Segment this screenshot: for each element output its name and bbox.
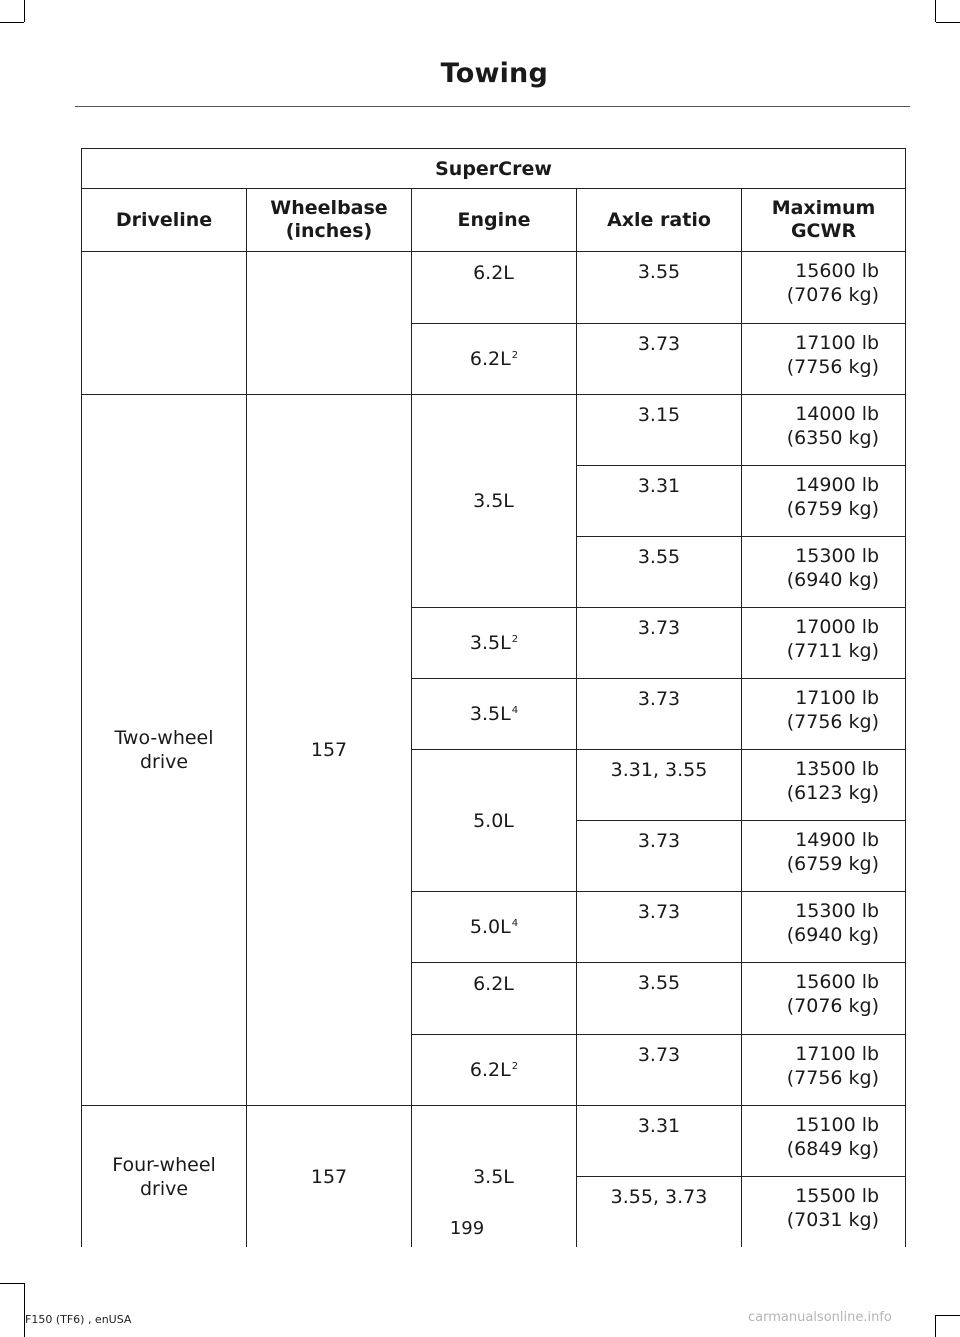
axle-ratio-cell: 3.73 <box>577 324 742 395</box>
page-number: 199 <box>449 1218 485 1239</box>
engine-cell: $3.5L^2$ <box>412 608 577 679</box>
gcwr-cell: 15600 lb (7076 kg) <box>742 963 906 1035</box>
driveline-cell: Four-wheel drive <box>82 1106 247 1248</box>
axle-ratio-cell: 3.73 <box>577 679 742 750</box>
gcwr-cell: 13500 lb (6123 kg) <box>742 750 906 821</box>
engine-cell: 3.5L <box>412 1106 577 1248</box>
table-row <box>82 1106 906 1177</box>
axle-ratio-cell: 3.73 <box>577 892 742 963</box>
crop-mark-bottom-left-v <box>24 1283 25 1337</box>
driveline-cell <box>82 252 247 395</box>
crop-mark-top-left-v <box>24 0 25 22</box>
axle-ratio-cell: 3.55 <box>577 537 742 608</box>
supercrew-gcwr-table <box>81 148 906 1247</box>
crop-mark-top-right-v <box>935 0 936 22</box>
axle-ratio-cell: 3.73 <box>577 821 742 892</box>
col-header-engine: Engine <box>412 189 577 252</box>
axle-ratio-cell: 3.73 <box>577 1035 742 1106</box>
table-row <box>82 395 906 466</box>
crop-mark-bottom-left-h <box>0 1283 24 1284</box>
gcwr-cell: 14000 lb (6350 kg) <box>742 395 906 466</box>
watermark: carmanualsonline.info <box>748 1310 892 1325</box>
gcwr-cell: 17000 lb (7711 kg) <box>742 608 906 679</box>
axle-ratio-cell: 3.31 <box>577 1106 742 1177</box>
gcwr-cell: 15600 lb (7076 kg) <box>742 252 906 324</box>
col-header-axle-ratio: Axle ratio <box>577 189 742 252</box>
gcwr-cell: 15300 lb (6940 kg) <box>742 892 906 963</box>
axle-ratio-cell: 3.15 <box>577 395 742 466</box>
header-divider <box>75 106 910 107</box>
wheelbase-cell <box>247 252 412 395</box>
axle-ratio-cell: 3.31 <box>577 466 742 537</box>
gcwr-cell: 15300 lb (6940 kg) <box>742 537 906 608</box>
axle-ratio-cell: 3.31, 3.55 <box>577 750 742 821</box>
table-row <box>82 252 906 324</box>
gcwr-cell: 17100 lb (7756 kg) <box>742 324 906 395</box>
table-title: SuperCrew <box>82 149 906 189</box>
axle-ratio-cell: 3.55 <box>577 963 742 1035</box>
engine-cell: $5.0L^4$ <box>412 892 577 963</box>
engine-cell: 5.0L <box>412 750 577 892</box>
engine-cell: 3.5L <box>412 395 577 608</box>
gcwr-cell: 14900 lb (6759 kg) <box>742 821 906 892</box>
table-header-row <box>82 189 906 252</box>
axle-ratio-cell: 3.73 <box>577 608 742 679</box>
table-title-row <box>82 149 906 189</box>
axle-ratio-cell: 3.55, 3.73 <box>577 1177 742 1248</box>
engine-cell: $6.2L^2$ <box>412 324 577 395</box>
gcwr-cell: 15500 lb (7031 kg) <box>742 1177 906 1248</box>
crop-mark-top-right-h <box>936 22 960 23</box>
engine-cell: $6.2L^2$ <box>412 1035 577 1106</box>
axle-ratio-cell: 3.55 <box>577 252 742 324</box>
crop-mark-top-left-h <box>0 22 24 23</box>
wheelbase-cell: 157 <box>247 395 412 1106</box>
driveline-cell: Two-wheel drive <box>82 395 247 1106</box>
engine-cell: 6.2L <box>412 252 577 324</box>
engine-cell: 6.2L <box>412 963 577 1035</box>
col-header-wheelbase: Wheelbase (inches) <box>247 189 412 252</box>
page-section-title: Towing <box>440 58 548 89</box>
gcwr-cell: 15100 lb (6849 kg) <box>742 1106 906 1177</box>
gcwr-cell: 17100 lb (7756 kg) <box>742 679 906 750</box>
col-header-max-gcwr: Maximum GCWR <box>742 189 906 252</box>
col-header-driveline: Driveline <box>82 189 247 252</box>
crop-mark-bottom-right-v <box>935 1315 936 1337</box>
engine-cell: $3.5L^4$ <box>412 679 577 750</box>
footer-document-id: F150 (TF6) , enUSA <box>25 1313 132 1326</box>
wheelbase-cell: 157 <box>247 1106 412 1248</box>
gcwr-cell: 14900 lb (6759 kg) <box>742 466 906 537</box>
gcwr-cell: 17100 lb (7756 kg) <box>742 1035 906 1106</box>
crop-mark-bottom-right-h <box>936 1315 960 1316</box>
